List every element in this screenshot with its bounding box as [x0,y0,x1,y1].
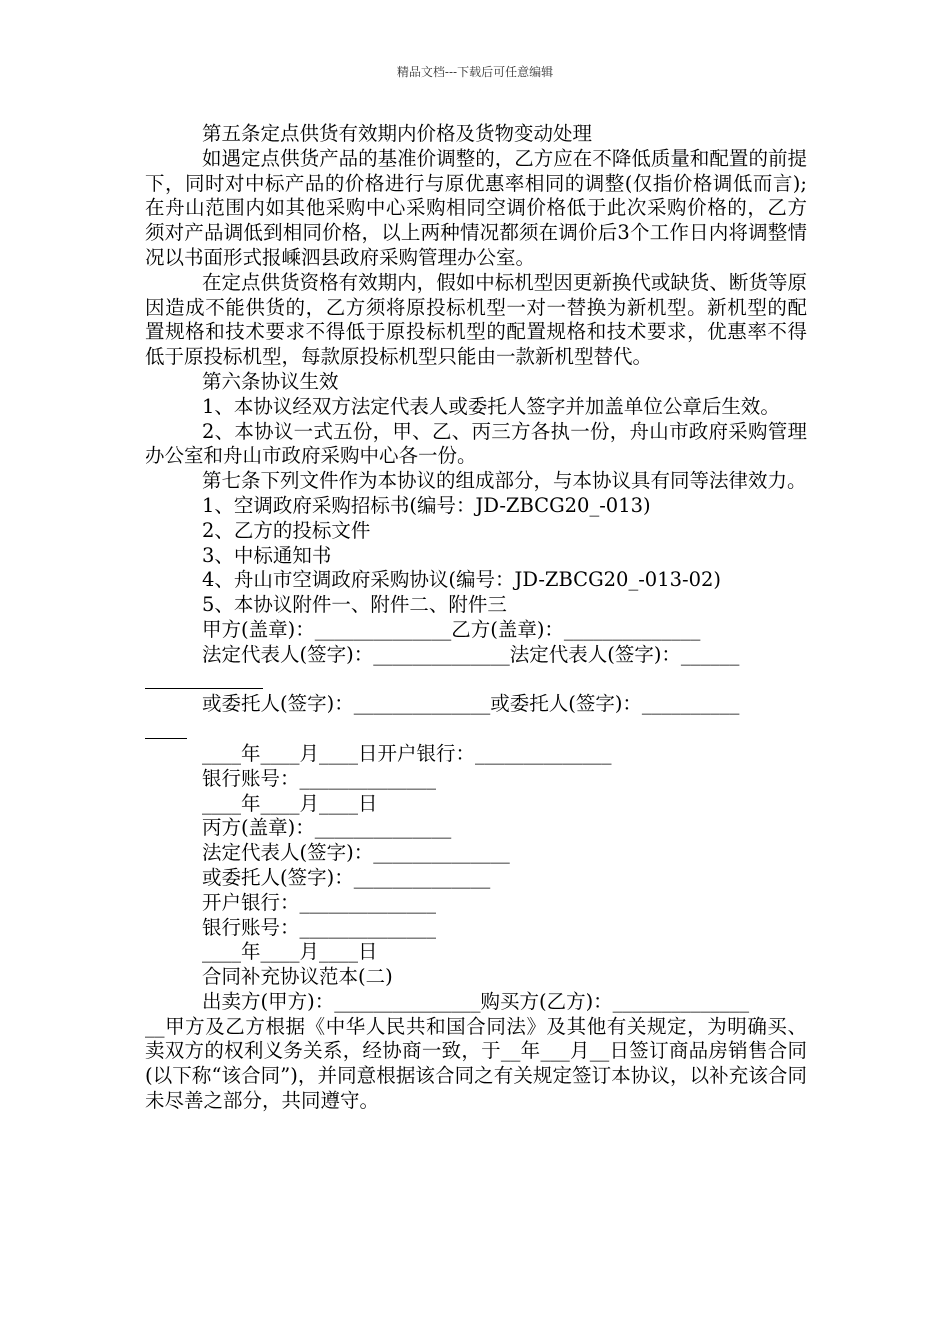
sample-2-title: 合同补充协议范本(二) [202,965,393,989]
article-5-paragraph-2: 在定点供货资格有效期内，假如中标机型因更新换代或缺货、断货等原因造成不能供货的，乙方须将原投标机型一对一替换为新机型。新机型的配置规格和技术要求不得低于原投标机型的配置规格和技术要求，优惠率不得低于原投标机型，每款原投标机型只能由一款新机型替代。 [145,270,807,369]
article-5-title: 第五条定点供货有效期内价格及货物变动处理 [202,122,593,145]
bank-account-line: 银行账号：______________ [202,766,437,790]
document-body [145,122,807,1114]
document-list-item: 4、舟山市空调政府采购协议(编号：JD-ZBCG20_-013-02) [202,568,722,592]
seller-buyer-line: 出卖方(甲方)：_______________购买方(乙方)：______________ [202,989,750,1013]
document-list-item: 5、本协议附件一、附件二、附件三 [202,593,507,617]
party-c-date-line: ____年____月____日 [202,940,378,964]
document-list-item: 1、空调政府采购招标书(编号：JD-ZBCG20_-013) [202,493,651,517]
signature-line-continuation [145,717,807,742]
party-ab-legal-rep-line: 法定代表人(签字)：______________法定代表人(签字)：______ [202,642,740,666]
date-line: ____年____月____日 [202,791,378,815]
party-c-account-line: 银行账号：______________ [202,915,437,939]
document-list-item: 2、乙方的投标文件 [202,518,371,542]
signature-line-continuation [145,668,807,693]
sample-2-paragraph: __甲方及乙方根据《中华人民共和国合同法》及其他有关规定，为明确买、卖双方的权利义务关系，经协商一致，于__年___月__日签订商品房销售合同(以下称“该合同”)，并同意根据该合同之有关规定签订本协议，以补充该合同未尽善之部分，共同遵守。 [145,1014,807,1113]
party-c-agent-line: 或委托人(签字)：______________ [202,865,491,889]
article-6-clause-2: 2、本协议一式五份，甲、乙、丙三方各执一份，舟山市政府采购管理办公室和舟山市政府采购中心各一份。 [145,419,807,468]
party-c-seal-line: 丙方(盖章)：______________ [202,816,452,840]
party-c-bank-line: 开户银行：______________ [202,890,437,914]
page-header: 精品文档---下载后可任意编辑 [396,65,554,79]
party-ab-seal-line: 甲方(盖章)：______________乙方(盖章)：______________ [202,617,701,641]
article-7-paragraph: 第七条下列文件作为本协议的组成部分，与本协议具有同等法律效力。 [202,469,807,493]
party-c-legal-rep-line: 法定代表人(签字)：______________ [202,841,510,865]
article-5-paragraph-1: 如遇定点供货产品的基准价调整的，乙方应在不降低质量和配置的前提下，同时对中标产品的价格进行与原优惠率相同的调整(仅指价格调低而言);在舟山范围内如其他采购中心采购相同空调价格低于此次采购价格的，乙方须对产品调低到相同价格，以上两种情况都须在调价后3个工作日内将调整情况以书面形式报嵊泗县政府采购管理办公室。 [145,146,807,269]
party-ab-agent-line: 或委托人(签字)：______________或委托人(签字)：__________ [202,692,740,716]
article-6-clause-1: 1、本协议经双方法定代表人或委托人签字并加盖单位公章后生效。 [202,394,780,418]
date-and-bank-line: ____年____月____日开户银行：______________ [202,741,612,765]
document-list-item: 3、中标通知书 [202,543,332,567]
article-6-title: 第六条协议生效 [202,369,339,393]
